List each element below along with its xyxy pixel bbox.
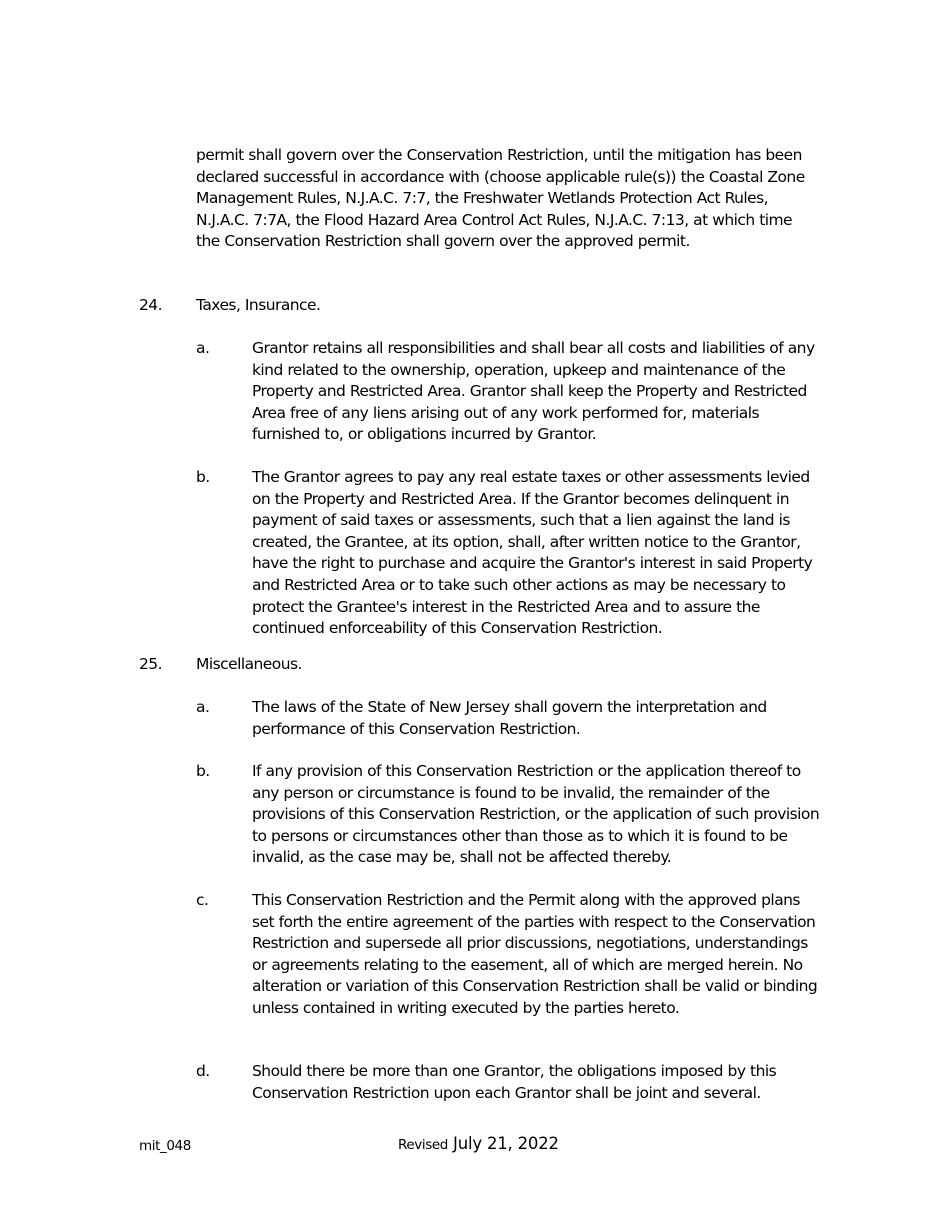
- section-25-item-c-letter: c.: [196, 891, 209, 909]
- section-24-title: Taxes, Insurance.: [196, 296, 321, 314]
- continuation-paragraph: permit shall govern over the Conservation Restriction, until the mitigation has been declared successful in accordance with (choose applicable rule(s)) the Coastal Zone Management Rules, N.J.A.C. 7:7, the Freshwater Wetlands Protection Act Rules, N.J.A.C. 7:7A, the Flood Hazard Area Control Act Rules, N.J.A.C. 7:13, at which time the Conservation Restriction shall govern over the approved permit.: [196, 146, 805, 251]
- section-25-item-b-text: If any provision of this Conservation Restriction or the application thereof to any person or circumstance is found to be invalid, the remainder of the provisions of this Conservation Restriction, or the application of such provision to persons or circumstances other than those as to which it is found to be invalid, as the case may be, shall not be affected thereby.: [252, 762, 820, 867]
- section-25-item-c-text: This Conservation Restriction and the Permit along with the approved plans set forth the entire agreement of the parties with respect to the Conservation Restriction and supersede all prior discussions, negotiations, understandings or agreements relating to the easement, all of which are merged herein. No alteration or variation of this Conservation Restriction shall be valid or binding unless contained in writing executed by the parties hereto.: [252, 891, 818, 1017]
- section-25-item-a-letter: a.: [196, 698, 210, 716]
- section-25-item-a-text: The laws of the State of New Jersey shall govern the interpretation and performance of this Conservation Restriction.: [252, 698, 767, 738]
- section-24-item-b-text: The Grantor agrees to pay any real estate taxes or other assessments levied on the Property and Restricted Area. If the Grantor becomes delinquent in payment of said taxes or assessments, such that a lien against the land is created, the Grantee, at its option, shall, after written notice to the Grantor, have the right to purchase and acquire the Grantor's interest in said Property and Restricted Area or to take such other actions as may be necessary to protect the Grantee's interest in the Restricted Area and to assure the continued enforceability of this Conservation Restriction.: [252, 468, 813, 638]
- section-24-number: 24.: [139, 296, 163, 314]
- section-25-number: 25.: [139, 655, 163, 673]
- section-25-item-d-text: Should there be more than one Grantor, the obligations imposed by this Conservation Restriction upon each Grantor shall be joint and several.: [252, 1062, 777, 1102]
- footer-form-id: mit_048: [139, 1138, 191, 1154]
- section-24-item-b-letter: b.: [196, 468, 210, 486]
- section-25-item-b-letter: b.: [196, 762, 210, 780]
- section-25-title: Miscellaneous.: [196, 655, 302, 673]
- footer-revised-date: July 21, 2022: [453, 1134, 559, 1153]
- section-25-item-d-letter: d.: [196, 1062, 210, 1080]
- footer-revision: [398, 1134, 559, 1153]
- footer-revised-label: Revised: [398, 1137, 448, 1153]
- section-24-item-a-letter: a.: [196, 339, 210, 357]
- section-24-item-a-text: Grantor retains all responsibilities and shall bear all costs and liabilities of any kind related to the ownership, operation, upkeep and maintenance of the Property and Restricted Area. Grantor shall keep the Property and Restricted Area free of any liens arising out of any work performed for, materials furnished to, or obligations incurred by Grantor.: [252, 339, 815, 444]
